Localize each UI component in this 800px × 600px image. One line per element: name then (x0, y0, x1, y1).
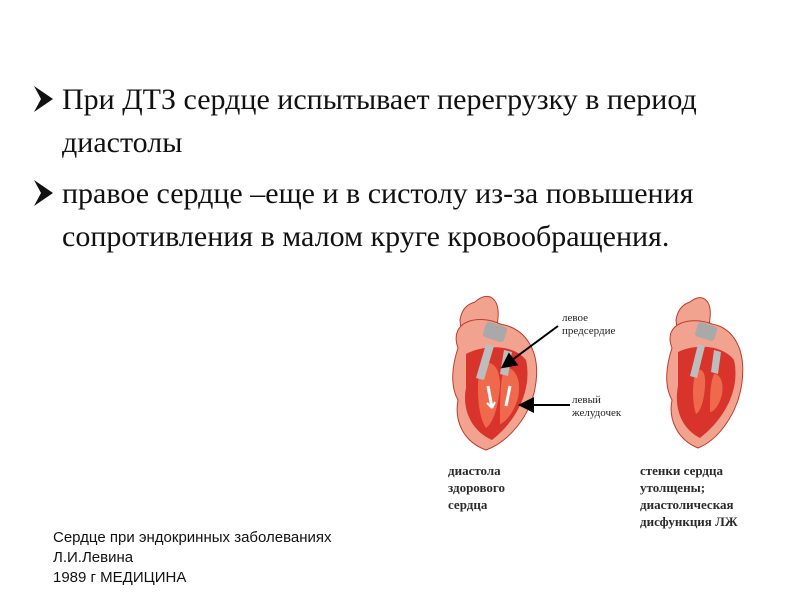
caption-healthy: диастола здорового сердца (448, 463, 505, 512)
caption-thickened: стенки сердца утолщены; диастолическая дисфункция ЛЖ (640, 463, 738, 529)
left-atrium-label: левое предсердие (562, 312, 616, 337)
source-citation (53, 528, 332, 588)
healthy-heart-icon (453, 296, 537, 450)
bullet-item-2 (32, 172, 772, 258)
citation-author: Л.И.Левина (53, 549, 134, 566)
arrow-bullet-icon (32, 82, 56, 116)
bullet-list (32, 78, 772, 258)
bullet-text-1: При ДТЗ сердце испытывает перегрузку в период диастолы (62, 83, 697, 159)
bullet-text-2: правое сердце –еще и в систолу из-за повышения сопротивления в малом круге кровообращения. (62, 177, 694, 253)
citation-title: Сердце при эндокринных заболеваниях (53, 529, 332, 546)
bullet-item-1 (32, 78, 772, 164)
citation-publisher: 1989 г МЕДИЦИНА (53, 569, 187, 586)
left-ventricle-label: левый желудочек (572, 394, 622, 419)
arrow-bullet-icon (32, 176, 56, 210)
heart-illustration (400, 290, 800, 550)
thickened-heart-icon (667, 298, 743, 448)
